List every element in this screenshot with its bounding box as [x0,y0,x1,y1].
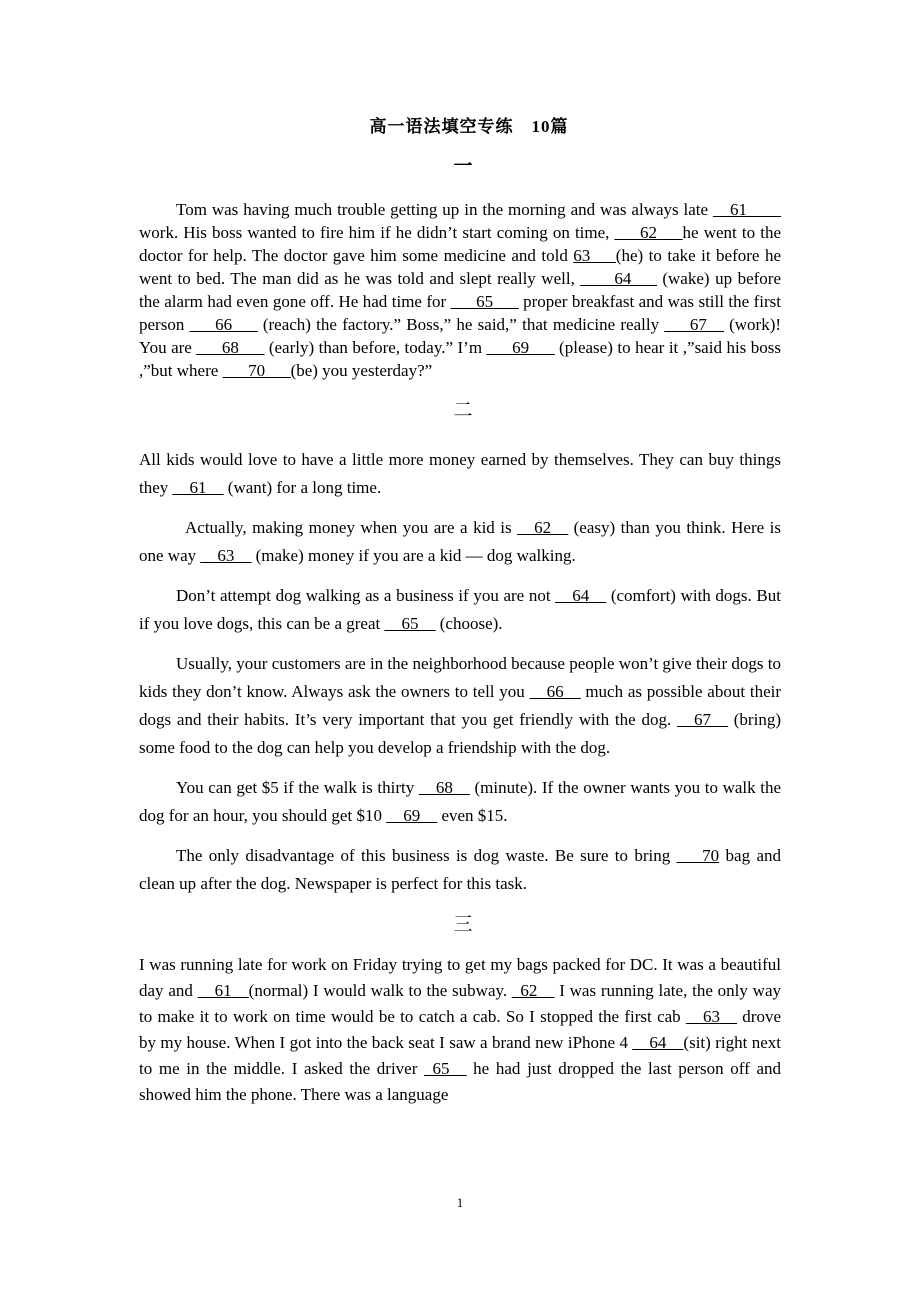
passage-two-para-3: Don’t attempt dog walking as a business if you are not __64__ (comfort) with dogs. But if you love dogs, this can be a great __65__ (choose). [139,586,781,633]
blank-67: ___67__ [664,315,724,334]
blank-68: ___68___ [196,338,265,357]
blank-64: __64__ [632,1033,684,1052]
blank-63: __63__ [685,1007,737,1026]
blank-68: __68__ [418,778,470,797]
blank-64: ____64___ [580,269,657,288]
passage-two-para-5: You can get $5 if the walk is thirty __68__ (minute). If the owner wants you to walk the dog for an hour, you should get $10 __69__ even $15. [139,778,781,825]
passage-two-para-6: The only disadvantage of this business is dog waste. Be sure to bring ___70 bag and clean up after the dog. Newspaper is perfect for this task. [139,846,781,893]
blank-62: _62__ [511,981,555,1000]
passage-two-para-1: All kids would love to have a little more money earned by themselves. They can buy things they __61__ (want) for a long time. [139,450,781,497]
blank-64: __64__ [555,586,607,605]
blank-69: __69__ [386,806,438,825]
section-two-heading: 二 [453,400,473,421]
section-three-heading: 三 [453,914,473,935]
blank-65: __65__ [384,614,436,633]
blank-70: ___70 [676,846,720,865]
document-page [139,112,781,1108]
blank-66: ___66___ [189,315,258,334]
passage-one: Tom was having much trouble getting up in the morning and was always late __61____ work. His boss wanted to fire him if he didn’t start coming on time, ___62___he went to the doctor for help. The doctor gave him some medicine and told 63___(he) to take it before he went to bed. The man did as he was told and slept really well, ____64___ (wake) up before the alarm had even gone off. He had time for ___65___ proper breakfast and was still the first person ___66___ (reach) the factory.” Boss,” he said,” that medicine really ___67__ (work)! You are ___68___ (early) than before, today.” I’m ___69___ (please) to hear it ,”said his boss ,”but where ___70___(be) you yesterday?” [139,200,782,380]
blank-61: __61____ [713,200,781,219]
blank-63: __63__ [200,546,252,565]
blank-63: 63___ [573,246,616,265]
page-title: 高一语法填空专练 10篇 [369,117,569,136]
blank-65: ___65___ [450,292,519,311]
blank-69: ___69___ [486,338,555,357]
page-number: 1 [456,1195,464,1210]
passage-two-para-4: Usually, your customers are in the neighborhood because people won’t give their dogs to kids they don’t know. Always ask the owners to tell you __66__ much as possible about their dogs and their habits. It’s very important that you get friendly with the dog. __67__ (bring) some food to the dog can help you develop a friendship with the dog. [139,654,781,757]
blank-70: ___70___ [222,361,291,380]
blank-67: __67__ [676,710,728,729]
blank-61: __61__ [197,981,249,1000]
blank-61: __61__ [172,478,224,497]
section-one-heading: 一 [453,156,473,177]
passage-three: I was running late for work on Friday trying to get my bags packed for DC. It was a beautiful day and __61__(normal) I would walk to the subway. _62__ I was running late, the only way to make it to work on time would be to catch a cab. So I stopped the first cab __63__ drove by my house. When I got into the back seat I saw a brand new iPhone 4 __64__(sit) right next to me in the middle. I asked the driver _65__ he had just dropped the last person off and showed him the phone. There was a language [139,955,782,1104]
blank-66: __66__ [529,682,581,701]
blank-62: ___62___ [614,223,683,242]
blank-65: _65__ [424,1059,467,1078]
blank-62: __62__ [517,518,569,537]
passage-two-para-2: Actually, making money when you are a kid is __62__ (easy) than you think. Here is one way __63__ (make) money if you are a kid — dog walking. [139,518,781,565]
